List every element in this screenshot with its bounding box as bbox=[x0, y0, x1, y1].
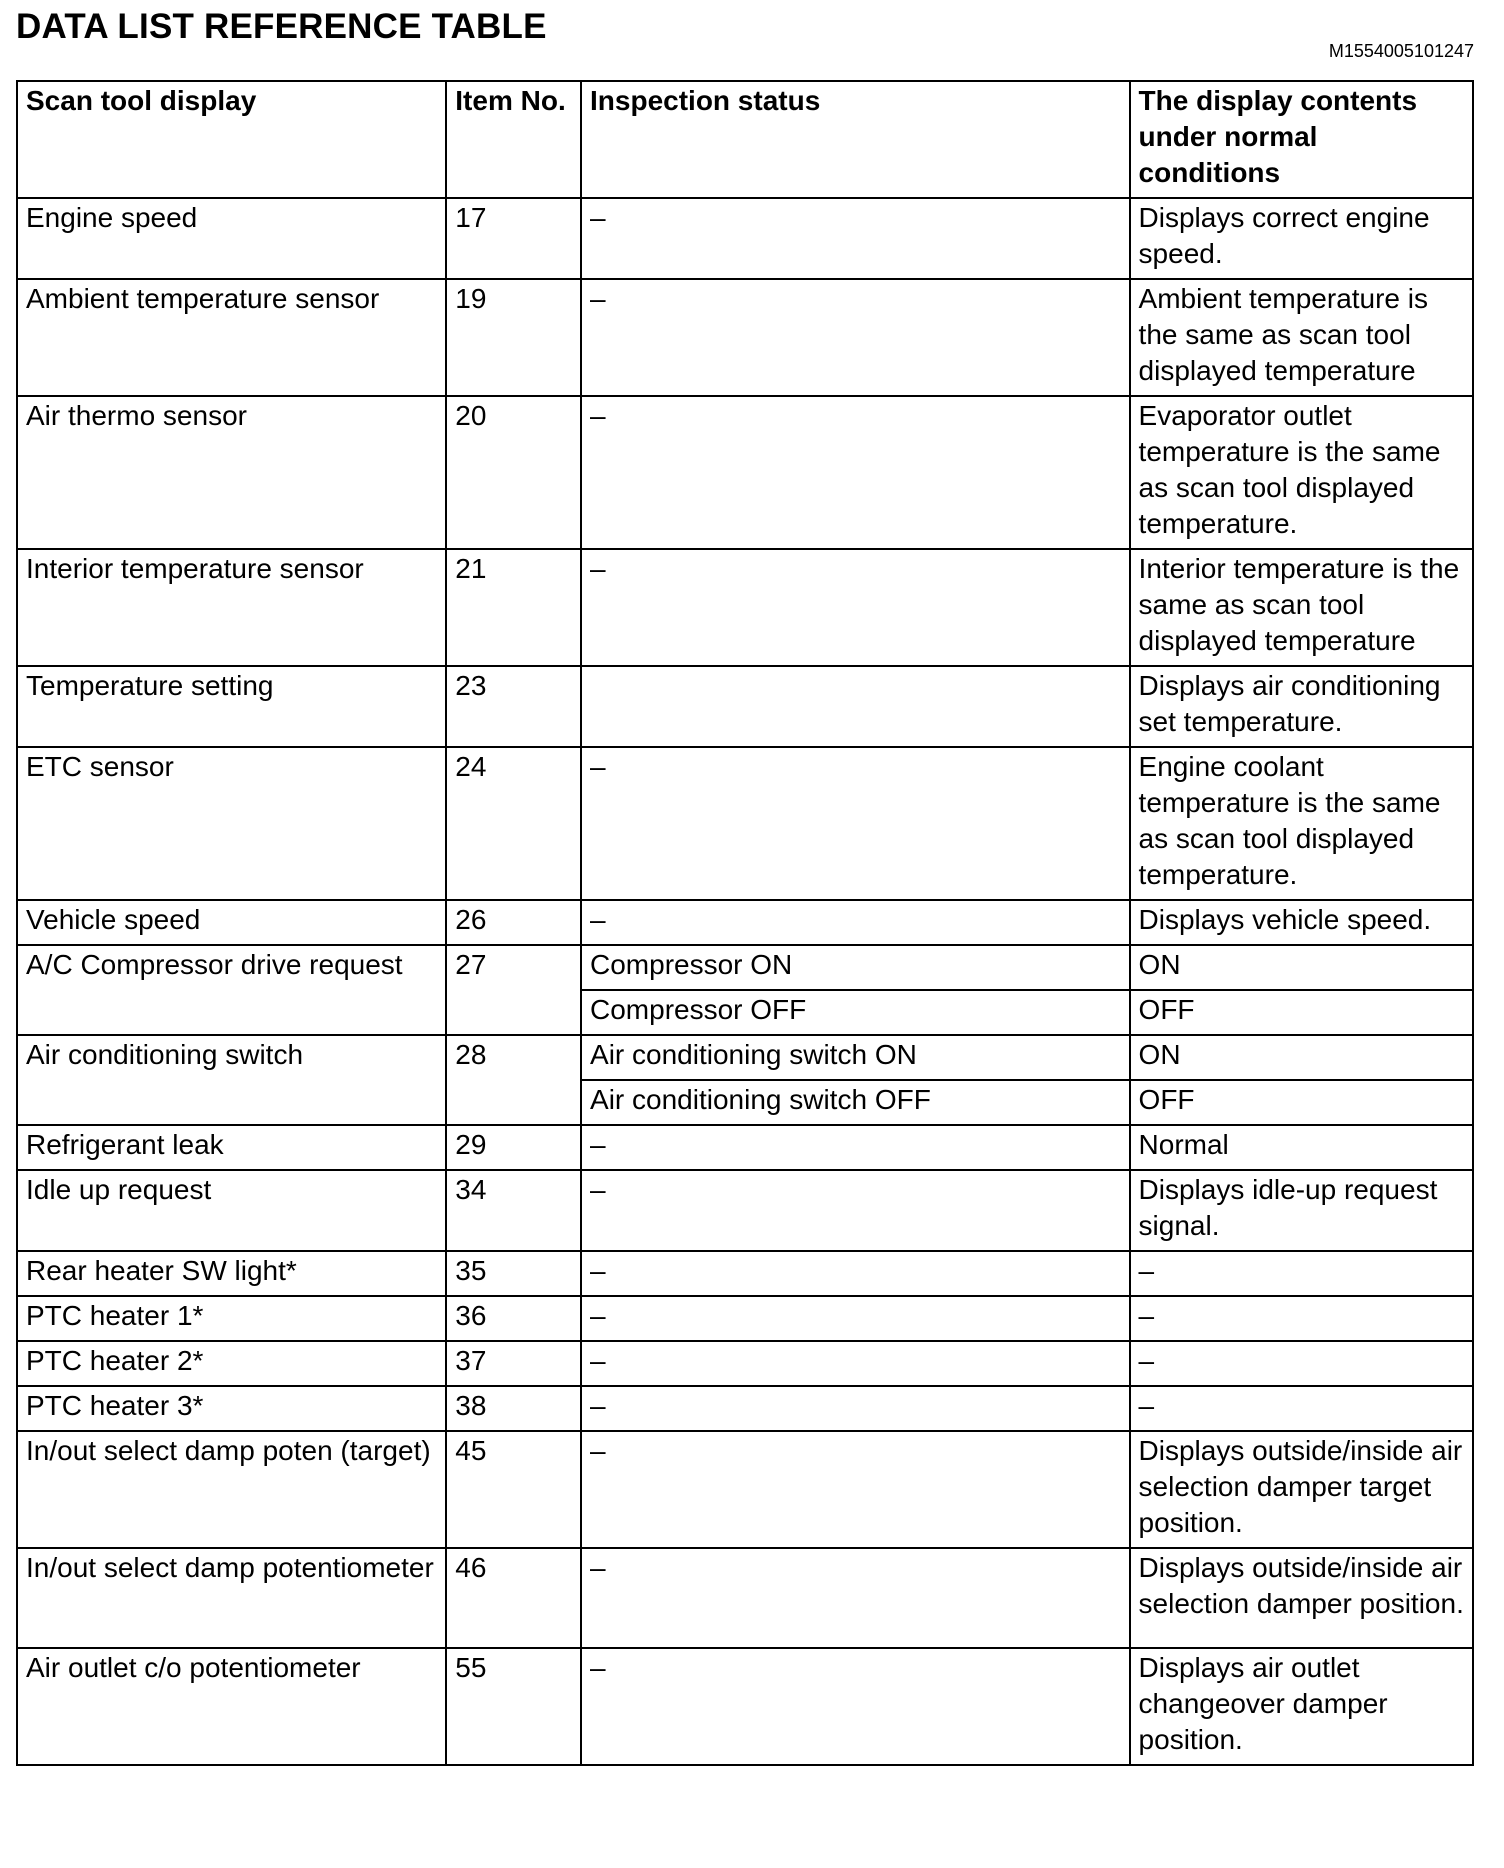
table-row bbox=[17, 900, 1473, 945]
item-no-cell: 17 bbox=[446, 198, 581, 279]
table-row bbox=[17, 1251, 1473, 1296]
normal-contents-cell: ON bbox=[1130, 1035, 1473, 1080]
inspection-status-cell: – bbox=[581, 1431, 1130, 1548]
item-no-cell: 23 bbox=[446, 666, 581, 747]
normal-contents-cell: – bbox=[1130, 1251, 1473, 1296]
scan-tool-display-cell: Temperature setting bbox=[17, 666, 446, 747]
inspection-status-cell: – bbox=[581, 1648, 1130, 1765]
normal-contents-cell: – bbox=[1130, 1386, 1473, 1431]
inspection-status-cell: – bbox=[581, 1341, 1130, 1386]
item-no-cell: 34 bbox=[446, 1170, 581, 1251]
table-row bbox=[17, 747, 1473, 900]
item-no-cell: 45 bbox=[446, 1431, 581, 1548]
normal-contents-cell: – bbox=[1130, 1341, 1473, 1386]
item-no-cell: 37 bbox=[446, 1341, 581, 1386]
inspection-status-cell: – bbox=[581, 747, 1130, 900]
inspection-status-cell: – bbox=[581, 549, 1130, 666]
inspection-status-cell bbox=[581, 666, 1130, 747]
normal-contents-cell: Displays idle-up request signal. bbox=[1130, 1170, 1473, 1251]
normal-contents-cell: OFF bbox=[1130, 1080, 1473, 1125]
scan-tool-display-cell: Air outlet c/o potentiometer bbox=[17, 1648, 446, 1765]
inspection-status-cell: – bbox=[581, 1170, 1130, 1251]
table-row bbox=[17, 1035, 1473, 1080]
table-row bbox=[17, 666, 1473, 747]
normal-contents-cell: Ambient temperature is the same as scan tool displayed temperature bbox=[1130, 279, 1473, 396]
normal-contents-cell: Displays outside/inside air selection damper position. bbox=[1130, 1548, 1473, 1648]
scan-tool-display-cell: Vehicle speed bbox=[17, 900, 446, 945]
inspection-status-cell: Air conditioning switch OFF bbox=[581, 1080, 1130, 1125]
inspection-status-cell: – bbox=[581, 900, 1130, 945]
scan-tool-display-cell: Air thermo sensor bbox=[17, 396, 446, 549]
header-scan-tool-display: Scan tool display bbox=[17, 81, 446, 198]
normal-contents-cell: Displays outside/inside air selection damper target position. bbox=[1130, 1431, 1473, 1548]
table-row bbox=[17, 1548, 1473, 1648]
inspection-status-cell: – bbox=[581, 396, 1130, 549]
inspection-status-cell: – bbox=[581, 1251, 1130, 1296]
reference-code: M1554005101247 bbox=[1328, 41, 1474, 61]
item-no-cell: 21 bbox=[446, 549, 581, 666]
item-no-cell: 35 bbox=[446, 1251, 581, 1296]
item-no-cell: 29 bbox=[446, 1125, 581, 1170]
item-no-cell: 28 bbox=[446, 1035, 581, 1125]
normal-contents-cell: Evaporator outlet temperature is the same as scan tool displayed temperature. bbox=[1130, 396, 1473, 549]
scan-tool-display-cell: In/out select damp poten (target) bbox=[17, 1431, 446, 1548]
table-row bbox=[17, 1341, 1473, 1386]
inspection-status-cell: – bbox=[581, 198, 1130, 279]
table-row bbox=[17, 396, 1473, 549]
normal-contents-cell: Normal bbox=[1130, 1125, 1473, 1170]
header-item-no: Item No. bbox=[446, 81, 581, 198]
inspection-status-cell: – bbox=[581, 1548, 1130, 1648]
item-no-cell: 20 bbox=[446, 396, 581, 549]
inspection-status-cell: Compressor ON bbox=[581, 945, 1130, 990]
table-row bbox=[17, 945, 1473, 990]
normal-contents-cell: – bbox=[1130, 1296, 1473, 1341]
scan-tool-display-cell: ETC sensor bbox=[17, 747, 446, 900]
normal-contents-cell: Engine coolant temperature is the same as scan tool displayed temperature. bbox=[1130, 747, 1473, 900]
header-row bbox=[17, 81, 1473, 198]
inspection-status-cell: – bbox=[581, 1125, 1130, 1170]
scan-tool-display-cell: Air conditioning switch bbox=[17, 1035, 446, 1125]
data-list-table bbox=[16, 80, 1474, 1766]
table-row bbox=[17, 1170, 1473, 1251]
item-no-cell: 27 bbox=[446, 945, 581, 1035]
header-inspection-status: Inspection status bbox=[581, 81, 1130, 198]
scan-tool-display-cell: Ambient temperature sensor bbox=[17, 279, 446, 396]
scan-tool-display-cell: Rear heater SW light* bbox=[17, 1251, 446, 1296]
normal-contents-cell: Displays vehicle speed. bbox=[1130, 900, 1473, 945]
table-row bbox=[17, 1125, 1473, 1170]
normal-contents-cell: OFF bbox=[1130, 990, 1473, 1035]
inspection-status-cell: Compressor OFF bbox=[581, 990, 1130, 1035]
scan-tool-display-cell: PTC heater 1* bbox=[17, 1296, 446, 1341]
item-no-cell: 55 bbox=[446, 1648, 581, 1765]
scan-tool-display-cell: Engine speed bbox=[17, 198, 446, 279]
scan-tool-display-cell: PTC heater 2* bbox=[17, 1341, 446, 1386]
item-no-cell: 24 bbox=[446, 747, 581, 900]
table-row bbox=[17, 279, 1473, 396]
normal-contents-cell: Interior temperature is the same as scan tool displayed temperature bbox=[1130, 549, 1473, 666]
scan-tool-display-cell: Idle up request bbox=[17, 1170, 446, 1251]
normal-contents-cell: Displays correct engine speed. bbox=[1130, 198, 1473, 279]
table-row bbox=[17, 198, 1473, 279]
table-row bbox=[17, 1431, 1473, 1548]
table-row bbox=[17, 1296, 1473, 1341]
page-title: DATA LIST REFERENCE TABLE bbox=[16, 7, 547, 46]
inspection-status-cell: – bbox=[581, 279, 1130, 396]
inspection-status-cell: Air conditioning switch ON bbox=[581, 1035, 1130, 1080]
table-row bbox=[17, 1648, 1473, 1765]
item-no-cell: 36 bbox=[446, 1296, 581, 1341]
normal-contents-cell: ON bbox=[1130, 945, 1473, 990]
header-normal-contents: The display contents under normal conditions bbox=[1130, 81, 1473, 198]
table-row bbox=[17, 549, 1473, 666]
scan-tool-display-cell: Refrigerant leak bbox=[17, 1125, 446, 1170]
item-no-cell: 38 bbox=[446, 1386, 581, 1431]
inspection-status-cell: – bbox=[581, 1386, 1130, 1431]
scan-tool-display-cell: In/out select damp potentiometer bbox=[17, 1548, 446, 1648]
normal-contents-cell: Displays air conditioning set temperature. bbox=[1130, 666, 1473, 747]
item-no-cell: 26 bbox=[446, 900, 581, 945]
item-no-cell: 46 bbox=[446, 1548, 581, 1648]
scan-tool-display-cell: A/C Compressor drive request bbox=[17, 945, 446, 1035]
item-no-cell: 19 bbox=[446, 279, 581, 396]
table-row bbox=[17, 1386, 1473, 1431]
scan-tool-display-cell: Interior temperature sensor bbox=[17, 549, 446, 666]
inspection-status-cell: – bbox=[581, 1296, 1130, 1341]
normal-contents-cell: Displays air outlet changeover damper position. bbox=[1130, 1648, 1473, 1765]
scan-tool-display-cell: PTC heater 3* bbox=[17, 1386, 446, 1431]
